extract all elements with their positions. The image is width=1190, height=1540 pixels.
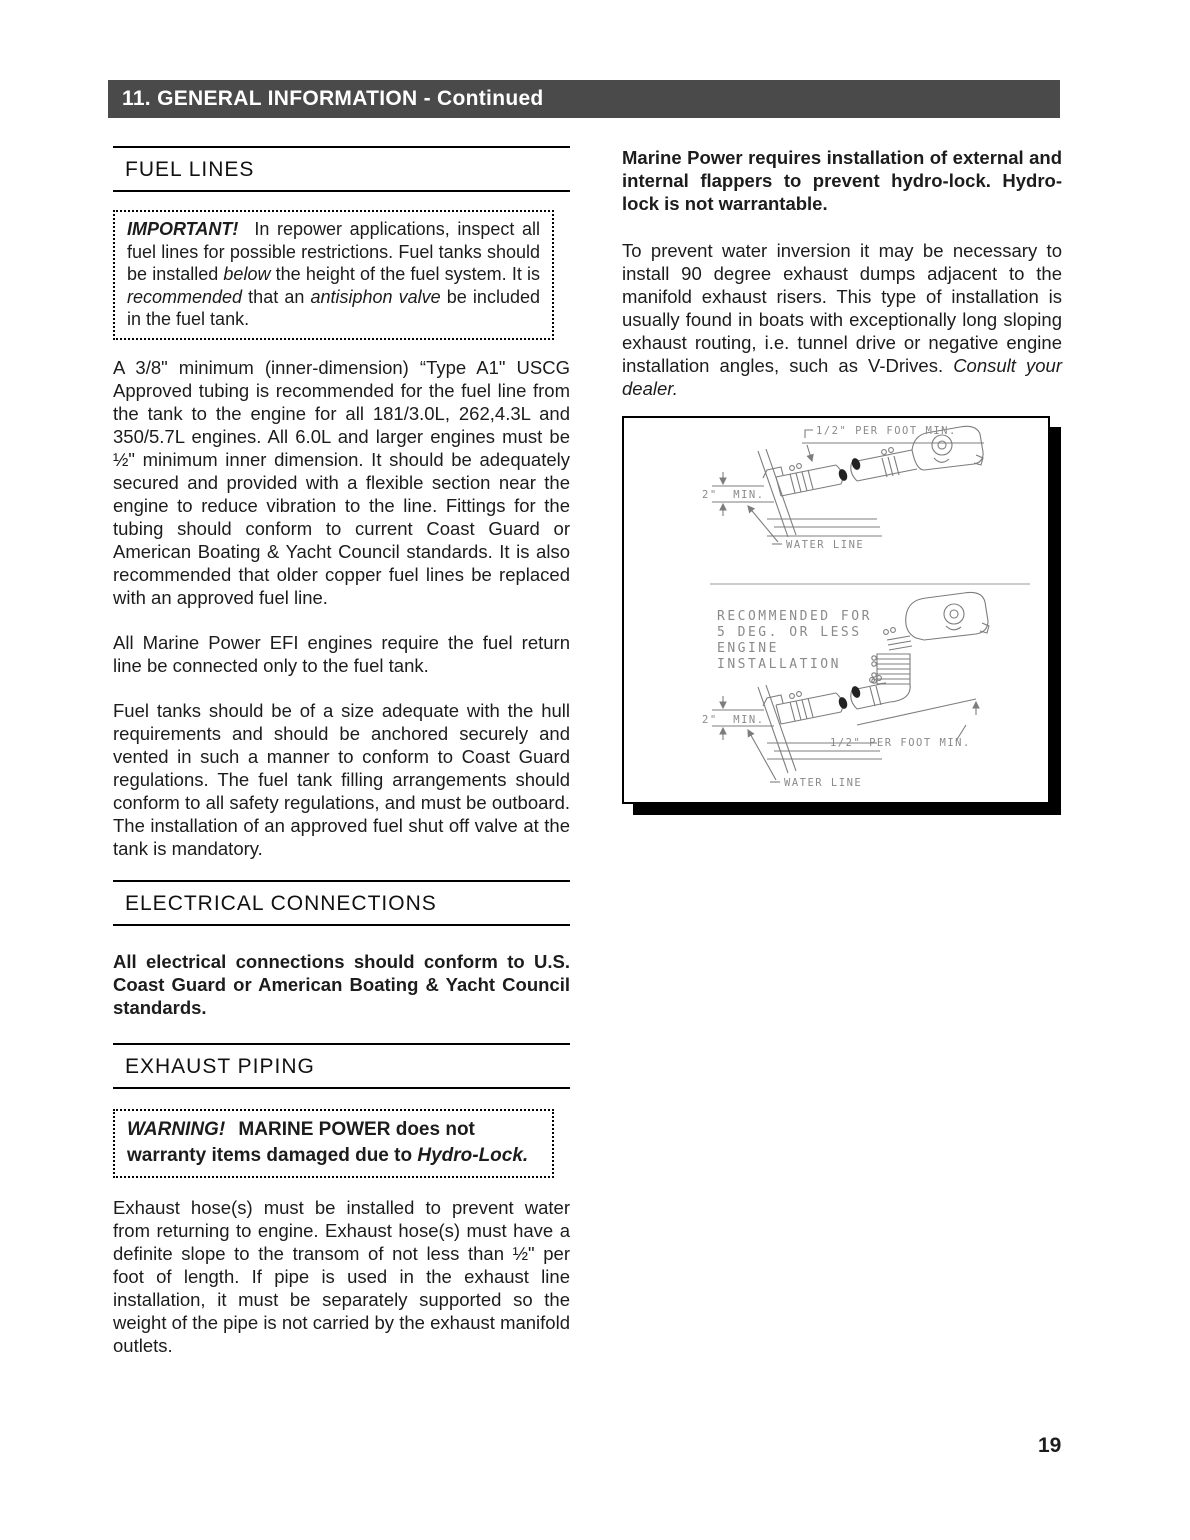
page-number: 19 xyxy=(1038,1434,1062,1457)
fuel-lines-section-heading xyxy=(113,146,570,192)
recommended-label-line3: ENGINE xyxy=(717,641,779,656)
important-em-below: below xyxy=(223,264,271,284)
min-2in-label-bottom: 2" MIN. xyxy=(702,714,765,726)
top-hose-joint-dots xyxy=(837,457,862,482)
exhaust-paragraph: Exhaust hose(s) must be installed to prevent water from returning to engine. Exhaust hose(s) must have a definite slope to the transom of not less than ½" per foot of length. If pipe is used in the exhaust line installation, it must be separately supported so the weight of the pipe is not carried by the exhaust manifold outlets. xyxy=(113,1196,570,1356)
important-notice-box xyxy=(113,210,554,340)
water-line-label-top: WATER LINE xyxy=(786,539,865,551)
recommended-label-line4: INSTALLATION xyxy=(717,657,841,672)
section-header-title: 11. GENERAL INFORMATION - Continued xyxy=(122,87,544,110)
important-em-recommended: recommended xyxy=(127,286,243,307)
min-2in-label-top: 2" MIN. xyxy=(702,489,765,501)
warning-label: WARNING! xyxy=(127,1118,226,1140)
recommended-label-line2: 5 DEG. OR LESS xyxy=(717,625,862,640)
top-drawing-lines xyxy=(712,426,984,544)
water-inversion-text: To prevent water inversion it may be necessary to install 90 degree exhaust dumps adjacent to the manifold exhaust risers. This type of installation is usually found in boats with exceptionally long sloping exhaust routing, i.e. tunnel drive or negative engine installation angles, such as V-Drives. xyxy=(622,240,1062,376)
electrical-paragraph: All electrical connections should conform to U.S. Coast Guard or American Boating & Yacht Council standards. xyxy=(113,950,570,1018)
exhaust-heading-text: EXHAUST PIPING xyxy=(125,1054,315,1078)
important-text-2: the height of the fuel system. It is xyxy=(270,264,540,284)
warning-notice-box xyxy=(113,1109,554,1178)
water-inversion-paragraph xyxy=(622,239,1062,400)
fuel-lines-paragraph-1: A 3/8" minimum (inner-dimension) “Type A1" USCG Approved tubing is recommended for the fuel line from the tank to the engine for all 181/3.0L, 262,4.3L and 350/5.7L engines. All 6.0L and larger engines must be ½" minimum inner dimension. It should be adequately secured and provided with a flexible section near the engine to reduce vibration to the line. Fittings for the tubing should conform to current Coast Guard or American Boating & Yacht Council standards. It is also recommended that older copper fuel lines be replaced with an approved fuel line. xyxy=(113,356,570,608)
important-text-4: be included in the fuel tank. xyxy=(127,286,540,329)
warning-em-hydrolock: Hydro-Lock. xyxy=(417,1144,529,1166)
exhaust-section-heading xyxy=(113,1043,570,1089)
important-label: IMPORTANT! xyxy=(127,219,239,239)
right-column xyxy=(622,146,1062,804)
important-em-antisiphon: antisiphon valve xyxy=(310,286,441,307)
important-text-3: that an xyxy=(242,286,311,307)
left-column xyxy=(113,146,570,1357)
water-line-label-bottom: WATER LINE xyxy=(784,777,863,789)
electrical-section-heading xyxy=(113,880,570,926)
warning-text: MARINE POWER does not warranty items damaged due to xyxy=(127,1118,475,1166)
fuel-lines-paragraph-2: All Marine Power EFI engines require the fuel return line be connected only to the fuel tank. xyxy=(113,631,570,676)
fuel-lines-heading-text: FUEL LINES xyxy=(125,158,255,181)
fuel-lines-paragraph-3: Fuel tanks should be of a size adequate with the hull requirements and should be anchored securely and vented in such a manner to conform to Coast Guard regulations. The fuel tank filling arrangements should conform to all safety regulations, and must be outboard. The installation of an approved fuel shut off valve at the tank is mandatory. xyxy=(113,699,570,859)
slope-label-top: 1/2" PER FOOT MIN. xyxy=(816,425,957,437)
section-header-bar xyxy=(108,80,1060,118)
important-text-1: In repower applications, inspect all fuel lines for possible restrictions. Fuel tanks should be installed xyxy=(127,219,540,284)
flappers-bold-paragraph: Marine Power requires installation of external and internal flappers to prevent hydro-lock. Hydro-lock is not warrantable. xyxy=(622,147,1062,214)
electrical-heading-text: ELECTRICAL CONNECTIONS xyxy=(125,891,437,915)
recommended-label-line1: RECOMMENDED FOR xyxy=(717,609,872,624)
slope-label-bottom: 1/2" PER FOOT MIN. xyxy=(830,737,971,749)
exhaust-diagram-figure xyxy=(622,416,1050,804)
consult-dealer-em: Consult your dealer. xyxy=(622,355,1062,399)
bottom-hose-joint-dots xyxy=(837,685,862,710)
exhaust-installation-diagram xyxy=(624,418,1048,802)
